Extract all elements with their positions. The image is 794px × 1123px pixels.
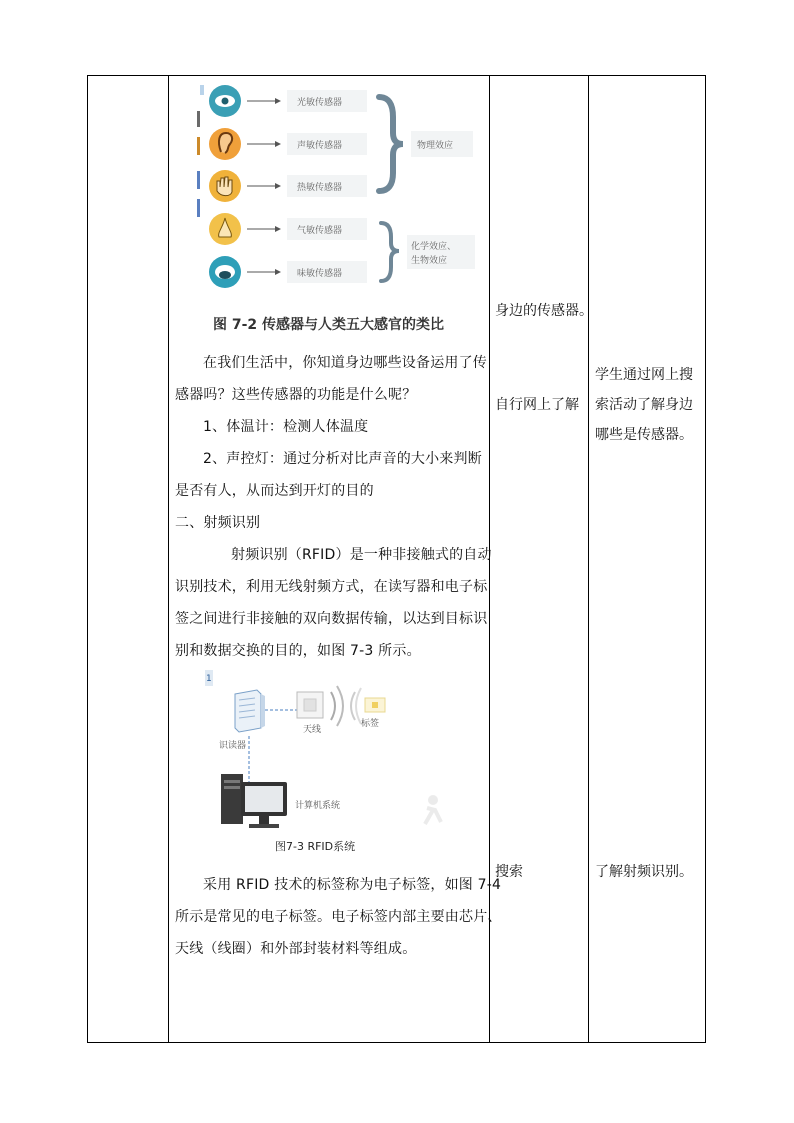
figure-index-label: 1	[206, 674, 212, 684]
reader-icon	[235, 690, 265, 732]
paragraph-line: 采用 RFID 技术的标签称为电子标签，如图 7-4	[203, 877, 502, 893]
sensor-analogy-figure	[197, 81, 487, 321]
figure-7-2-caption: 图 7-2 传感器与人类五大感官的类比	[213, 317, 445, 333]
group-label-biological: 生物效应	[411, 256, 448, 266]
column-divider	[588, 76, 589, 1042]
paragraph-line: 感器吗？这些传感器的功能是什么呢？	[175, 387, 417, 403]
sensor-label: 光敏传感器	[297, 98, 343, 108]
section-heading: 二、射频识别	[175, 515, 261, 531]
list-item: 1、体温计：检测人体温度	[203, 419, 369, 435]
sensor-label: 气敏传感器	[297, 226, 343, 236]
paragraph-line: 识别技术，利用无线射频方式，在读写器和电子标	[175, 579, 488, 595]
student-activity-text: 自行网上了解	[495, 397, 579, 413]
antenna-icon	[297, 692, 323, 718]
antenna-label: 天线	[303, 725, 322, 735]
paragraph-line: 别和数据交换的目的，如图 7-3 所示。	[175, 643, 421, 659]
paragraph-line: 所示是常见的电子标签。电子标签内部主要由芯片、	[175, 909, 502, 925]
teaching-content-cell	[169, 76, 502, 1042]
student-activity-text: 搜索	[495, 864, 523, 880]
paragraph-line: 签之间进行非接触的双向数据传输，以达到目标识	[175, 611, 488, 627]
computer-label: 计算机系统	[295, 801, 341, 811]
paragraph-line: 在我们生活中，你知道身边哪些设备运用了传	[203, 355, 487, 371]
nose-icon	[209, 213, 241, 245]
group-label-physical: 物理效应	[417, 141, 454, 151]
list-item: 2、声控灯：通过分析对比声音的大小来判断	[203, 451, 482, 467]
student-activity-text: 身边的传感器。	[495, 303, 593, 319]
ear-icon	[209, 128, 241, 160]
hand-icon	[209, 170, 241, 202]
reader-label: 识读器	[219, 741, 247, 751]
sensor-label: 声敏传感器	[297, 141, 343, 151]
tag-label: 标签	[361, 719, 380, 729]
design-intent-text: 哪些是传感器。	[595, 427, 693, 443]
tag-icon	[365, 698, 385, 712]
group-label-chemical: 化学效应、	[411, 242, 457, 252]
design-intent-text: 学生通过网上搜	[595, 367, 693, 383]
design-intent-text: 了解射频识别。	[595, 864, 693, 880]
figure-7-3-caption: 图7-3 RFID系统	[275, 840, 356, 853]
tongue-icon	[209, 256, 241, 288]
eye-icon	[209, 85, 241, 117]
sensor-label: 热敏传感器	[297, 183, 343, 193]
lesson-table	[87, 75, 706, 1043]
sensor-label: 味敏传感器	[297, 269, 343, 279]
paragraph-line: 天线（线圈）和外部封装材料等组成。	[175, 941, 417, 957]
design-intent-text: 索活动了解身边	[595, 397, 693, 413]
paragraph-line: 射频识别（RFID）是一种非接触式的自动	[231, 547, 492, 563]
paragraph-line: 是否有人，从而达到开灯的目的	[175, 483, 374, 499]
rfid-system-figure	[205, 670, 455, 840]
